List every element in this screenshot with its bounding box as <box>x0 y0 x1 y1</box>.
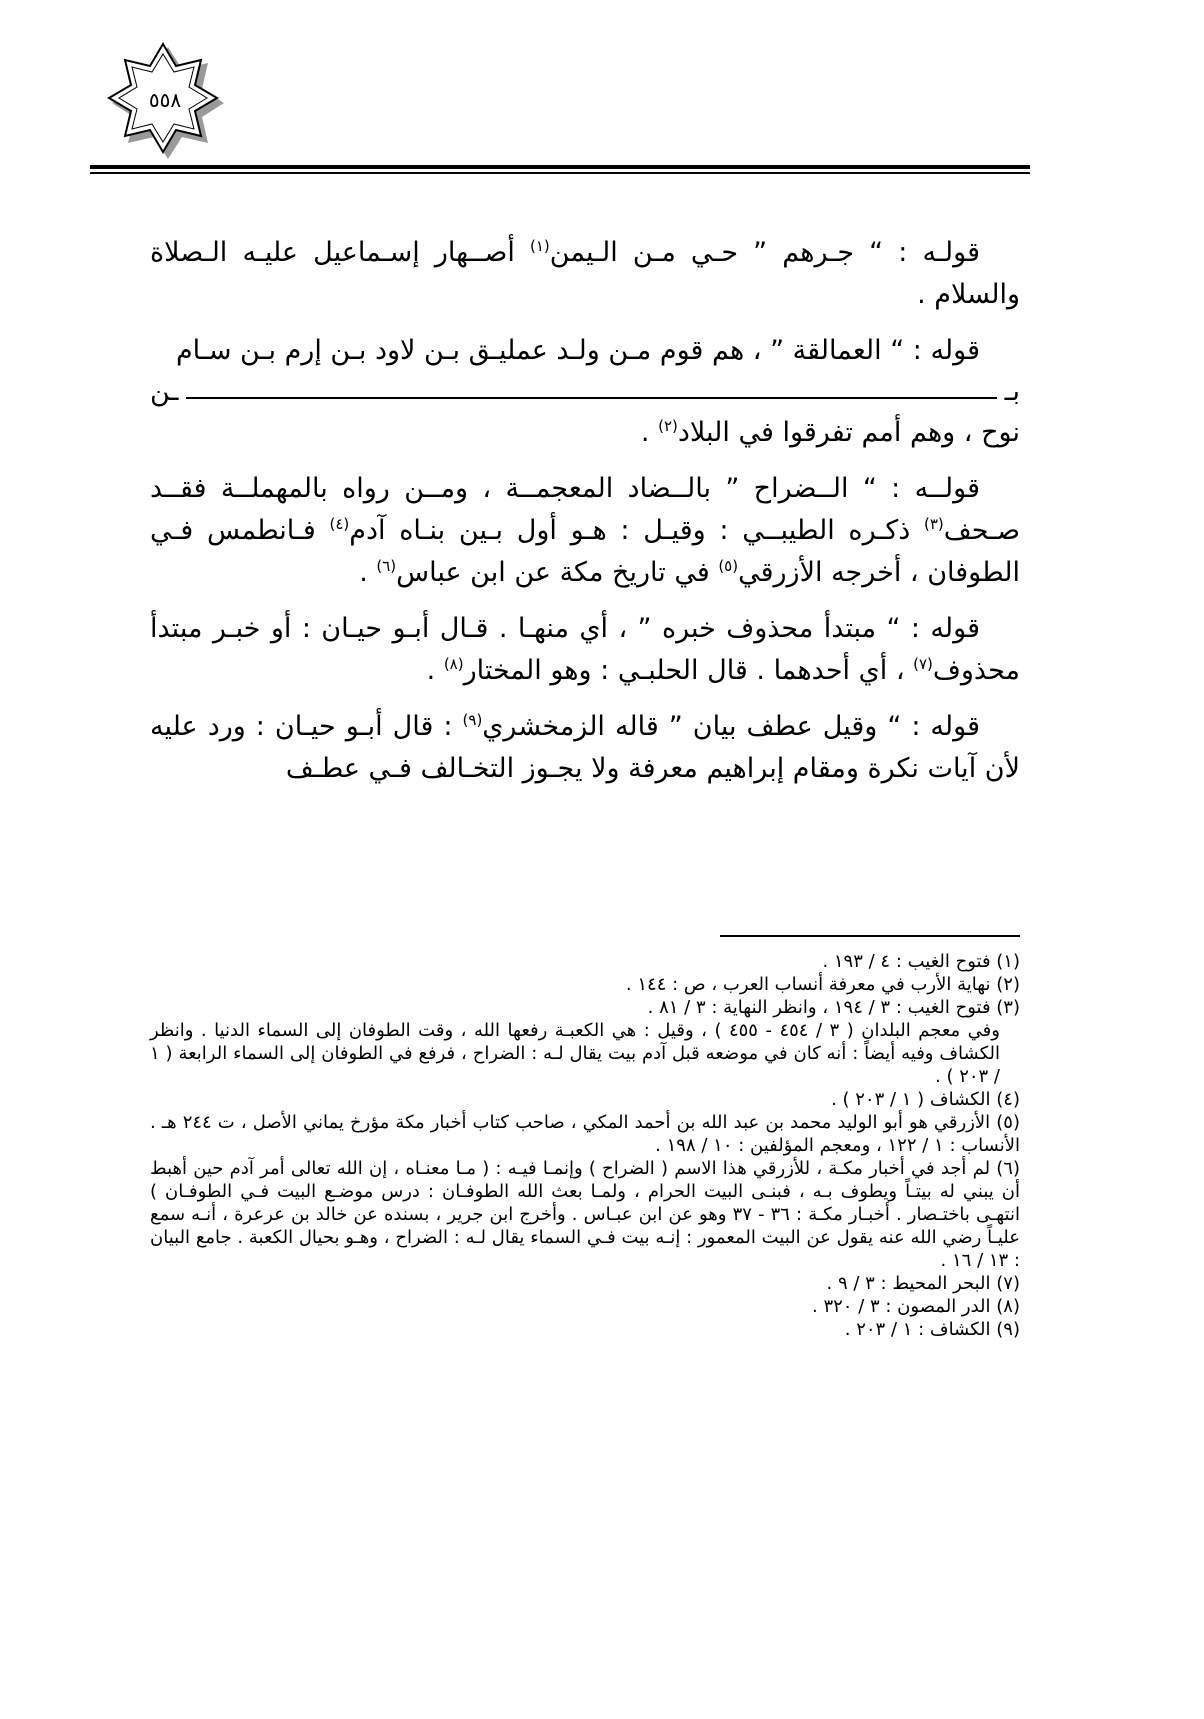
footnote-6: (٦) لم أجد في أخبار مكـة ، للأزرقي هذا الاسم ( الضراح ) وإنمـا فيـه : ( مـا معنـاه ، إن الله تعالى أمر آدم حين أهبط أن يبني له بيتـاً ويطوف بـه ، فبنـى البيت الحرام ، ولمـا بعث الله الطوفـان : درس موضـع البيت فـي الطوفـان ) انتهـى باختـصار . أخبـار مكـة : ٣٦ - ٣٧ وهو عن ابن عبـاس . وأخرج ابن جرير ، بسنده عن خالد بن عرعرة ، أنـه سمع عليـاً رضي الله عنه يقول عن البيت المعمور : إنـه بيت فـي السماء يقال لـه : الضراح ، وهـو بحيال الكعبة . جامع البيان : ١٣ / ١٦ . <box>150 1158 1020 1271</box>
footnote-4: (٤) الكشاف ( ١ / ٢٠٣ ) . <box>831 1089 1020 1110</box>
footnote-8: (٨) الدر المصون : ٣ / ٣٢٠ . <box>812 1296 1020 1317</box>
footnote-ref[interactable]: (٢) <box>658 417 678 435</box>
footnote-7: (٧) البحر المحيط : ٣ / ٩ . <box>826 1273 1020 1294</box>
footnote-ref[interactable]: (٤) <box>329 515 350 533</box>
footnote-3: (٣) فتوح الغيب : ٣ / ١٩٤ ، وانظر النهاية : ٣ / ٨١ . <box>647 997 1020 1018</box>
footnote-separator <box>720 935 1020 937</box>
footnote-1: (١) فتوح الغيب : ٤ / ١٩٣ . <box>822 951 1020 972</box>
paragraph-amaliqa-cont: نوح ، وهم أمم تفرقوا في البلاد$^{(٢)}$ . <box>640 417 1020 448</box>
kashida-stroke <box>186 397 996 399</box>
footnote-ref[interactable]: (١) <box>530 237 550 255</box>
paragraph-jurhum: قولـه : “ جـرهم ” حـي مـن الـيمن$^{(١)}$ أصــهار إسـماعيل عليـه الـصلاة والسلام . <box>150 237 1020 310</box>
footnote-ref[interactable]: (٧) <box>913 655 933 673</box>
footnote-9: (٩) الكشاف : ١ / ٢٠٣ . <box>844 1319 1020 1340</box>
main-text <box>150 232 1020 804</box>
paragraph-mubtada: قوله : “ مبتدأ محذوف خبره ” ، أي منهـا . قـال أبـو حيـان : أو خبـر مبتدأ محذوف$^{(٧)}$ ، أي أحدهما . قال الحلبـي : وهو المختار$^{(٨)}$ . <box>150 613 1020 686</box>
footnote-ref[interactable]: (٥) <box>718 557 739 575</box>
page-number: ٥٥٨ <box>148 88 182 112</box>
page-number-badge <box>105 40 225 160</box>
footnote-3-continuation: وفي معجم البلدان ( ٣ / ٤٥٤ - ٤٥٥ ) ، وقيل : هي الكعبـة رفعها الله ، وقت الطوفان إلى السماء الدنيا . وانظر الكشاف وفيه أيضاً : أنه كان في موضعه قبل آدم بيت يقال لـه : الضراح ، فرفع في الطوفان إلى السماء الرابعة ( ١ / ٢٠٣ ) . <box>150 1020 1000 1087</box>
footnotes <box>150 950 1020 1341</box>
footnote-ref[interactable]: (٨) <box>443 655 464 673</box>
paragraph-amaliqa: قوله : “ العمالقة ” ، هم قوم مـن ولـد عمليـق بـن لاود بـن إرم بـن سـام <box>175 335 980 366</box>
footnote-ref[interactable]: (٦) <box>376 557 397 575</box>
header-rule <box>90 165 1030 169</box>
paragraph-atf-bayan: قوله : “ وقيل عطف بيان ” قاله الزمخشري$^{(٩)}$ : قال أبـو حيـان : ورد عليه لأن آيات نكرة ومقام إبراهيم معرفة ولا يجـوز التخـالف فـي عطـف <box>150 711 1020 784</box>
footnote-ref[interactable]: (٩) <box>462 711 483 729</box>
footnote-ref[interactable]: (٣) <box>924 515 944 533</box>
stretched-line: بـ ـن <box>150 376 1020 407</box>
header-rule-thin <box>90 172 1030 174</box>
footnote-5: (٥) الأزرقي هو أبو الوليد محمد بن عبد الله بن أحمد المكي ، صاحب كتاب أخبار مكة مؤرخ يماني الأصل ، ت ٢٤٤ هـ . الأنساب : ١ / ١٢٢ ، ومعجم المؤلفين : ١٠ / ١٩٨ . <box>150 1112 1020 1156</box>
paragraph-durah: قولــه : “ الــضراح ” بالــضاد المعجمــة ، ومــن رواه بالمهملــة فقــد صـحف$^{(٣)}$ ذكـره الطيبــي : وقيـل : هـو أول بـين بنـاه آدم$^{(٤)}$ فـانطمس فـي الطوفان ، أخرجه الأزرقي$^{(٥)}$ في تاريخ مكة عن ابن عباس$^{(٦)}$ . <box>150 473 1020 588</box>
footnote-2: (٢) نهاية الأرب في معرفة أنساب العرب ، ص : ١٤٤ . <box>625 974 1020 995</box>
